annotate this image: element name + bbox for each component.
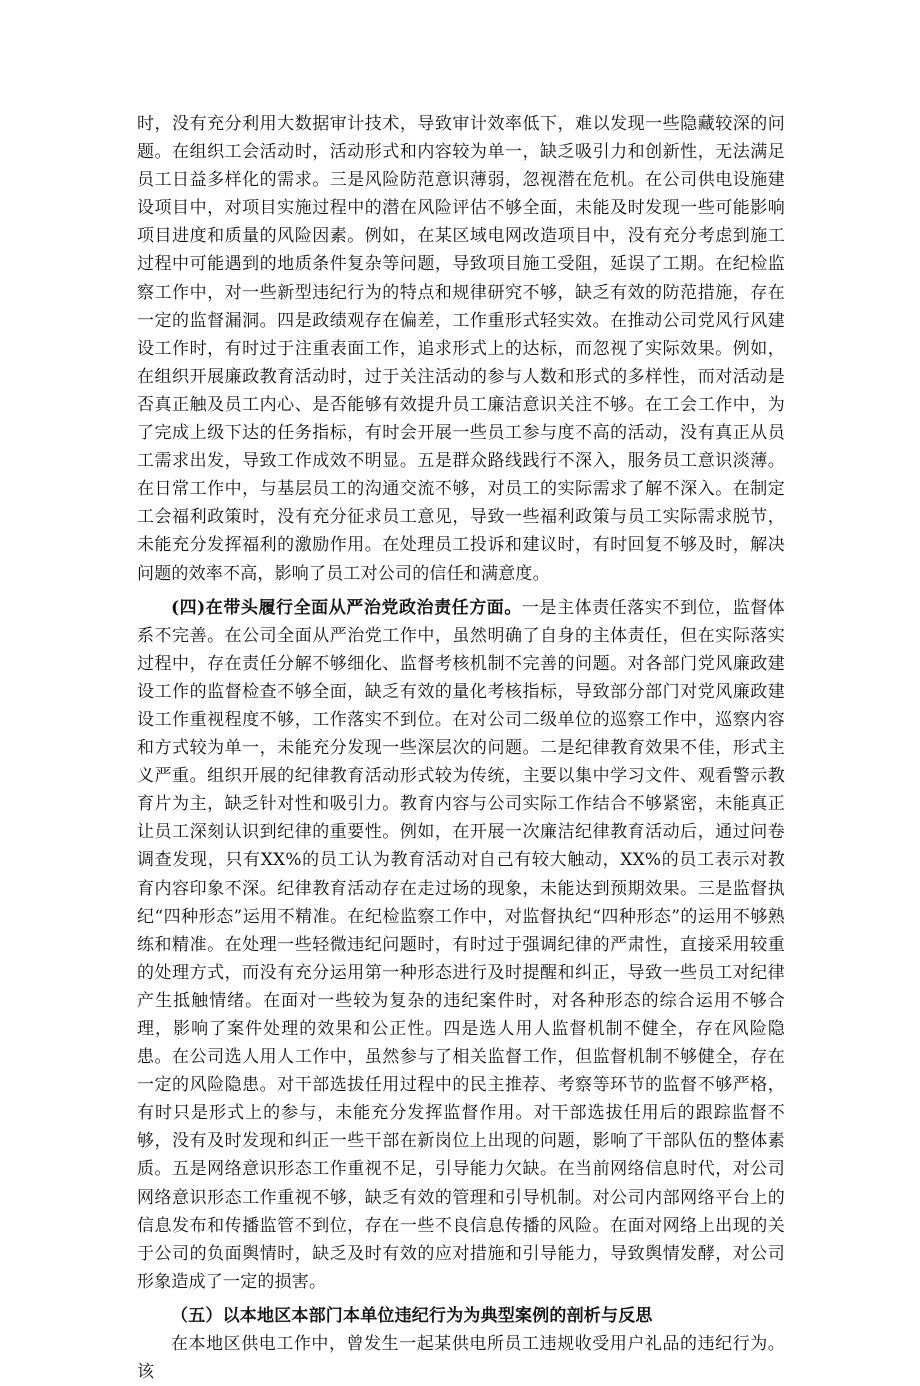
paragraph-continued: 时，没有充分利用大数据审计技术，导致审计效率低下，难以发现一些隐藏较深的问题。在组织工会活动时，活动形式和内容较为单一，缺乏吸引力和创新性，无法满足员工日益多样化的需求。三是风险防范意识薄弱，忽视潜在危机。在公司供电设施建设项目中，对项目实施过程中的潜在风险评估不够全面，未能及时发现一些可能影响项目进度和质量的风险因素。例如，在某区域电网改造项目中，没有充分考虑到施工过程中可能遇到的地质条件复杂等问题，导致项目施工受阻，延误了工期。在纪检监察工作中，对一些新型违纪行为的特点和规律研究不够，缺乏有效的防范措施，存在一定的监督漏洞。四是政绩观存在偏差，工作重形式轻实效。在推动公司党风行风建设工作时，有时过于注重表面工作，追求形式上的达标，而忽视了实际效果。例如，在组织开展廉政教育活动时，过于关注活动的参与人数和形式的多样性，而对活动是否真正触及员工内心、是否能够有效提升员工廉洁意识关注不够。在工会工作中，为了完成上级下达的任务指标，有时会开展一些员工参与度不高的活动，没有真正从员工需求出发，导致工作成效不明显。五是群众路线践行不深入，服务员工意识淡薄。在日常工作中，与基层员工的沟通交流不够，对员工的实际需求了解不深入。在制定工会福利政策时，没有充分征求员工意见，导致一些福利政策与员工实际需求脱节，未能充分发挥福利的激励作用。在处理员工投诉和建议时，有时回复不够及时，解决问题的效率不高，影响了员工对公司的信任和满意度。 [137, 114, 785, 584]
document-page [137, 110, 785, 1386]
paragraph-section-five: 在本地区供电工作中，曾发生一起某供电所员工违规收受用户礼品的违纪行为。该 [137, 1334, 785, 1383]
paragraph-section-four [137, 594, 785, 1296]
section-five-heading: （五）以本地区本部门本单位违纪行为为典型案例的剖析与反思 [171, 1305, 653, 1326]
section-four-body: 一是主体责任落实不到位，监督体系不完善。在公司全面从严治党工作中，虽然明确了自身的主体责任，但在实际落实过程中，存在责任分解不够细化、监督考核机制不完善的问题。对各部门党风廉政建设工作的监督检查不够全面，缺乏有效的量化考核指标，导致部分部门对党风廉政建设工作重视程度不够，工作落实不到位。在对公司二级单位的巡察工作中，巡察内容和方式较为单一，未能充分发现一些深层次的问题。二是纪律教育效果不佳，形式主义严重。组织开展的纪律教育活动形式较为传统，主要以集中学习文件、观看警示教育片为主，缺乏针对性和吸引力。教育内容与公司实际工作结合不够紧密，未能真正让员工深刻认识到纪律的重要性。例如，在开展一次廉洁纪律教育活动后，通过问卷调查发现，只有XX%的员工认为教育活动对自己有较大触动，XX%的员工表示对教育内容印象不深。纪律教育活动存在走过场的现象，未能达到预期效果。三是监督执纪“四种形态”运用不精准。在纪检监察工作中，对监督执纪“四种形态”的运用不够熟练和精准。在处理一些轻微违纪问题时，有时过于强调纪律的严肃性，直接采用较重的处理方式，而没有充分运用第一种形态进行及时提醒和纠正，导致一些员工对纪律产生抵触情绪。在面对一些较为复杂的违纪案件时，对各种形态的综合运用不够合理，影响了案件处理的效果和公正性。四是选人用人监督机制不健全，存在风险隐患。在公司选人用人工作中，虽然参与了相关监督工作，但监督机制不够健全，存在一定的风险隐患。对干部选拔任用过程中的民主推荐、考察等环节的监督不够严格，有时只是形式上的参与，未能充分发挥监督作用。对干部选拔任用后的跟踪监督不够，没有及时发现和纠正一些干部在新岗位上出现的问题，影响了干部队伍的整体素质。五是网络意识形态工作重视不足，引导能力欠缺。在当前网络信息时代，对公司网络意识形态工作重视不够，缺乏有效的管理和引导机制。对公司内部网络平台上的信息发布和传播监管不到位，存在一些不良信息传播的风险。在面对网络上出现的关于公司的负面舆情时，缺乏及时有效的应对措施和引导能力，导致舆情发酵，对公司形象造成了一定的损害。 [137, 597, 786, 1292]
section-four-heading: (四)在带头履行全面从严治党政治责任方面。 [171, 597, 522, 618]
